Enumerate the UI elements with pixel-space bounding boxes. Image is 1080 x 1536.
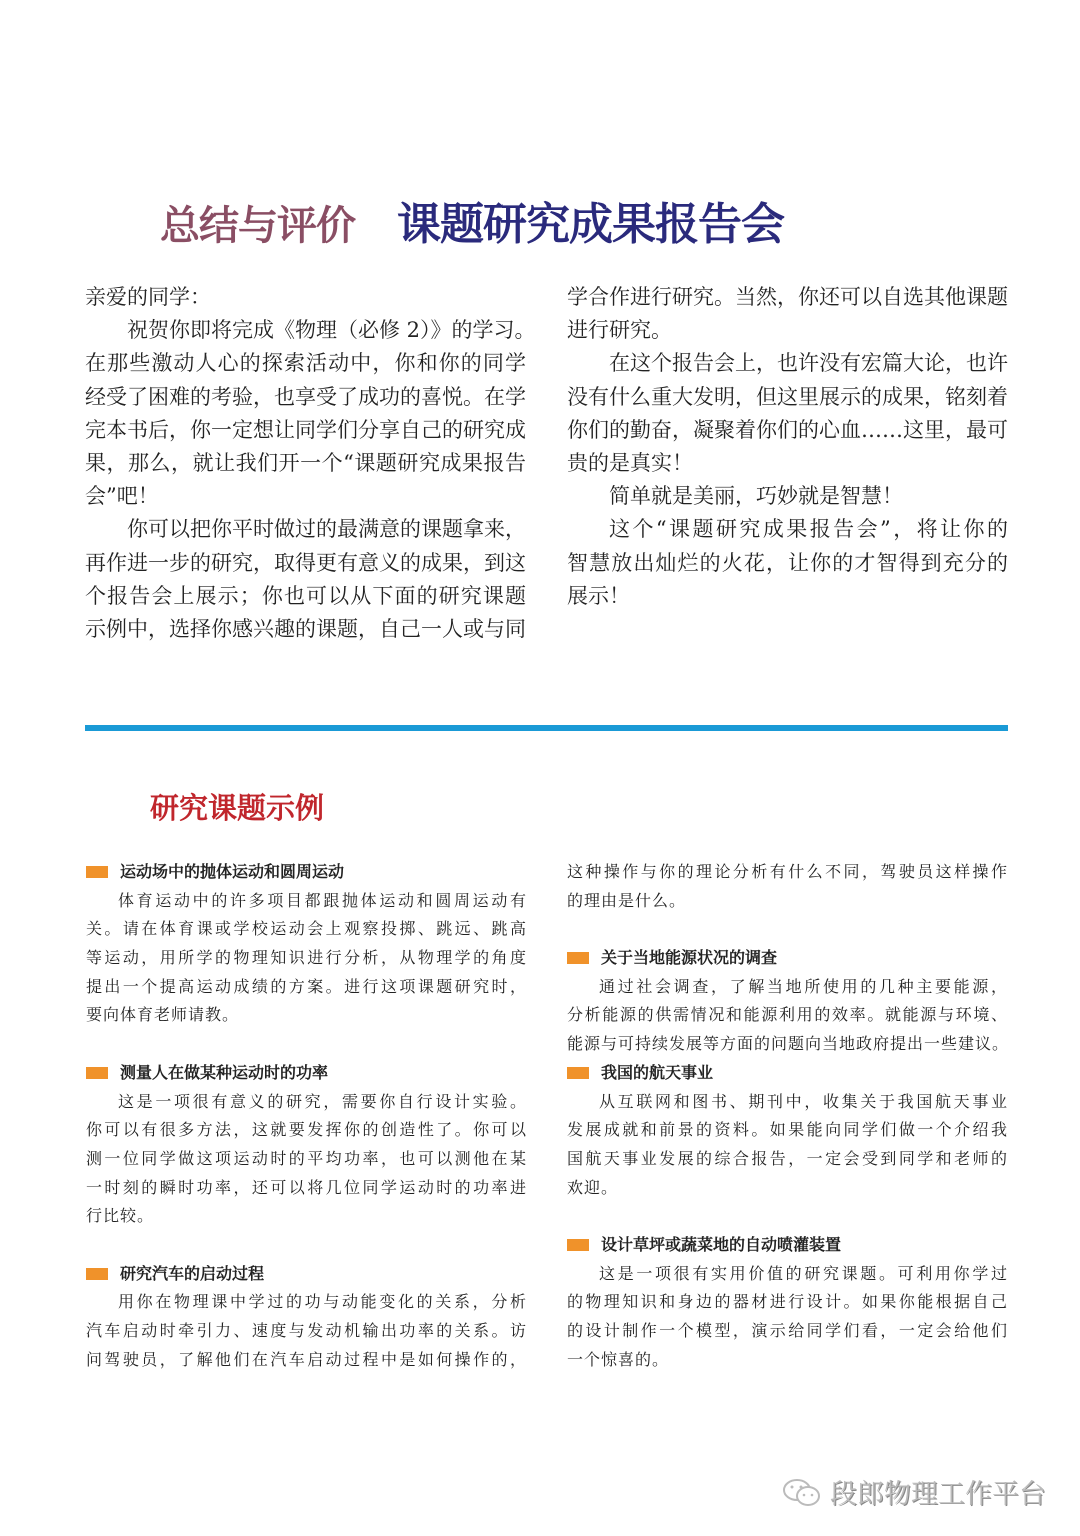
- topic-block: [567, 944, 1008, 1059]
- topic-heading: [567, 1231, 1008, 1260]
- bullet-square-icon: [86, 1268, 108, 1280]
- topic-heading: [86, 1260, 527, 1289]
- topic-heading: [567, 944, 1008, 973]
- text-line: 你可以有很多方法，这就要发挥你的创造性了。你可以: [86, 1120, 527, 1140]
- text-line: 完本书后，你一定想让同学们分享自己的研究成: [85, 417, 526, 442]
- bullet-square-icon: [567, 952, 589, 964]
- watermark: [782, 1472, 1046, 1511]
- text-line: 你们的勤奋，凝聚着你们的心血……这里，最可: [567, 417, 1008, 442]
- topic-block: [567, 1231, 1008, 1374]
- text-line: 要向体育老师请教。: [86, 1005, 240, 1025]
- topic-heading: [86, 858, 527, 887]
- text-line: 行比较。: [86, 1206, 155, 1226]
- text-line: 这是一项很有意义的研究，需要你自行设计实验。: [118, 1091, 527, 1111]
- text-line: 国航天事业发展的综合报告，一定会受到同学和老师的: [567, 1148, 1008, 1168]
- text-line: 通过社会调查，了解当地所使用的几种主要能源，: [599, 976, 1008, 996]
- spacer: [86, 1030, 527, 1059]
- text-line: 亲爱的同学：: [85, 285, 211, 309]
- text-line: 测一位同学做这项运动时的平均功率，也可以测他在某: [86, 1148, 527, 1168]
- text-line: 学合作进行研究。当然，你还可以自选其他课题: [567, 285, 1008, 309]
- text-line: 个报告会上展示；你也可以从下面的研究课题: [85, 583, 526, 608]
- topic-block: [86, 858, 527, 1030]
- section-title: 研究课题示例: [150, 791, 325, 825]
- bullet-square-icon: [567, 1067, 589, 1079]
- text-line: 一时刻的瞬时功率，还可以将几位同学运动时的功率进: [86, 1177, 527, 1197]
- text-line: 智慧放出灿烂的火花，让你的才智得到充分的: [567, 550, 1008, 575]
- text-line: 发展成就和前景的资料。如果能向同学们做一个介绍我: [567, 1120, 1008, 1140]
- intro-right-column: [567, 281, 1008, 613]
- text-line: 分析能源的供需情况和能源利用的效率。就能源与环境、: [567, 1005, 1008, 1025]
- wechat-icon: [782, 1477, 822, 1509]
- topic-heading: [86, 1059, 527, 1088]
- examples-right-column: [567, 858, 1008, 1374]
- text-line: 在那些激动人心的探索活动中，你和你的同学: [85, 351, 526, 376]
- text-line: 你可以把你平时做过的最满意的课题拿来，: [127, 517, 526, 542]
- spacer: [567, 1202, 1008, 1231]
- text-line: 这是一项很有实用价值的研究课题。可利用你学过: [599, 1263, 1008, 1283]
- text-line: 等运动，用所学的物理知识进行分析，从物理学的角度: [86, 948, 527, 968]
- page-title: [160, 188, 784, 252]
- text-line: 果，那么，就让我们开一个“课题研究成果报告: [85, 450, 526, 475]
- text-line: 提出一个提高运动成绩的方案。进行这项课题研究时，: [86, 976, 527, 996]
- title-text: 课题研究成果报告会: [397, 199, 784, 250]
- topic-heading-text: 设计草坪或蔬菜地的自动喷灌装置: [601, 1234, 842, 1254]
- text-line: 问驾驶员，了解他们在汽车启动过程中是如何操作的，: [86, 1349, 527, 1369]
- bullet-square-icon: [567, 1239, 589, 1251]
- text-line: 从互联网和图书、期刊中，收集关于我国航天事业: [599, 1091, 1008, 1111]
- text-line: 经受了困难的考验，也享受了成功的喜悦。在学: [85, 384, 526, 409]
- text-line: 欢迎。: [567, 1177, 619, 1197]
- bullet-square-icon: [86, 866, 108, 878]
- text-line: 没有什么重大发明，但这里展示的成果，铭刻着: [567, 384, 1008, 409]
- text-line: 能源与可持续发展等方面的问题向当地政府提出一些建议。: [567, 1034, 1010, 1054]
- examples-left-column: [86, 858, 527, 1374]
- topic-heading: [567, 1059, 1008, 1088]
- text-line: 会”吧！: [85, 484, 159, 509]
- text-line: 贵的是真实！: [567, 450, 693, 475]
- topic-heading-text: 测量人在做某种运动时的功率: [120, 1062, 329, 1082]
- text-line: 关。请在体育课或学校运动会上观察投掷、跳远、跳高: [86, 919, 527, 939]
- category-label: 总结与评价: [160, 202, 355, 249]
- spacer: [86, 1231, 527, 1260]
- topic-block: [86, 1059, 527, 1231]
- topic-heading-text: 关于当地能源状况的调查: [601, 948, 778, 968]
- topic-block: [86, 1260, 527, 1375]
- text-line: 在这个报告会上，也许没有宏篇大论，也许: [609, 351, 1008, 376]
- topic-heading-text: 我国的航天事业: [601, 1062, 714, 1082]
- topic-block: [567, 1059, 1008, 1202]
- text-line: 的物理知识和身边的器材进行设计。如果你能根据自己: [567, 1292, 1008, 1312]
- intro-left-column: [85, 281, 536, 646]
- text-line: 简单就是美丽，巧妙就是智慧！: [609, 484, 903, 509]
- bullet-square-icon: [86, 1067, 108, 1079]
- text-line: 进行研究。: [567, 318, 672, 343]
- text-line: 的理由是什么。: [567, 890, 687, 910]
- text-line: 汽车启动时牵引力、速度与发动机输出功率的关系。访: [86, 1321, 527, 1340]
- topic-heading-text: 研究汽车的启动过程: [120, 1263, 265, 1283]
- text-line: 体育运动中的许多项目都跟抛体运动和圆周运动有: [118, 890, 527, 910]
- spacer: [567, 915, 1008, 944]
- text-line: 用你在物理课中学过的功与动能变化的关系，分析: [118, 1292, 527, 1312]
- topic-heading-text: 运动场中的抛体运动和圆周运动: [120, 862, 345, 881]
- watermark-text: 段郎物理工作平台: [830, 1479, 1046, 1510]
- text-line: 这种操作与你的理论分析有什么不同，驾驶员这样操作: [567, 862, 1008, 881]
- text-line: 这个“课题研究成果报告会”，将让你的: [609, 517, 1008, 542]
- text-line: 示例中，选择你感兴趣的课题，自己一人或与同: [85, 616, 526, 641]
- text-line: 的设计制作一个模型，演示给同学们看，一定会给他们: [567, 1321, 1008, 1340]
- text-line: 一个惊喜的。: [567, 1349, 670, 1369]
- section-divider: [85, 725, 1008, 731]
- text-line: 再作进一步的研究，取得更有意义的成果，到这: [85, 550, 526, 575]
- topic-block: [567, 858, 1008, 915]
- text-line: 祝贺你即将完成《物理（必修 2）》的学习。: [127, 318, 536, 343]
- text-line: 展示！: [567, 583, 630, 608]
